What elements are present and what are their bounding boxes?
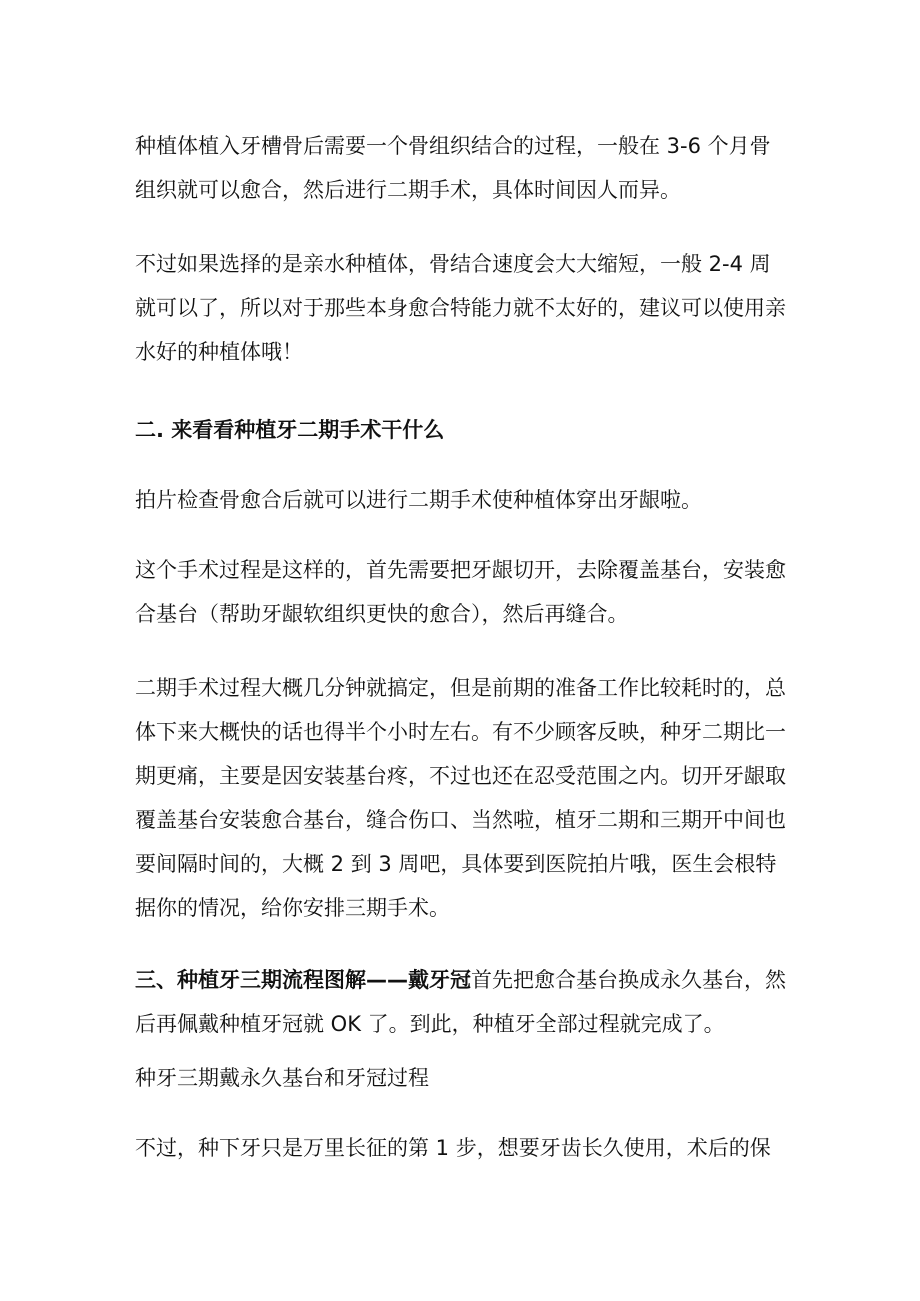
paragraph-stage-two-duration: 二期手术过程大概几分钟就搞定，但是前期的准备工作比较耗时的，总体下来大概快的话也得半个小时左右。有不少顾客反映，种牙二期比一期更痛，主要是因安装基台疼，不过也还在忍受范围之内。切开牙龈取覆盖基台安装愈合基台，缝合伤口、当然啦，植牙二期和三期开中间也要间隔时间的，大概 2 到 3 周吧，具体要到医院拍片哦，医生会根特据你的情况，给你安排三期手术。: [135, 676, 786, 920]
section-heading-stage-three: 三、种植牙三期流程图解——戴牙冠: [135, 968, 471, 992]
paragraph-xray-check: 拍片检查骨愈合后就可以进行二期手术使种植体穿出牙龈啦。: [135, 488, 702, 512]
section-heading-stage-two: 二. 来看看种植牙二期手术干什么: [135, 418, 445, 442]
paragraph-caption-crown: 种牙三期戴永久基台和牙冠过程: [135, 1066, 429, 1090]
paragraph-osseointegration: 种植体植入牙槽骨后需要一个骨组织结合的过程，一般在 3-6 个月骨组织就可以愈合，然后进行二期手术，具体时间因人而异。: [135, 134, 771, 202]
paragraph-aftercare: 不过，种下牙只是万里长征的第 1 步，想要牙齿长久使用，术后的保: [135, 1136, 771, 1160]
paragraph-surgery-process: 这个手术过程是这样的，首先需要把牙龈切开，去除覆盖基台，安装愈合基台（帮助牙龈软组织更快的愈合），然后再缝合。: [135, 558, 786, 626]
paragraph-hydrophilic-implant: 不过如果选择的是亲水种植体，骨结合速度会大大缩短，一般 2-4 周就可以了，所以对于那些本身愈合特能力就不太好的，建议可以使用亲水好的种植体哦！: [135, 252, 786, 364]
paragraph-stage-three: [135, 958, 790, 1046]
paragraph-stage-three-text: 首先把愈合基台换成永久基台，然后再佩戴种植牙冠就 OK 了。到此，种植牙全部过程就完成了。: [135, 968, 786, 1036]
